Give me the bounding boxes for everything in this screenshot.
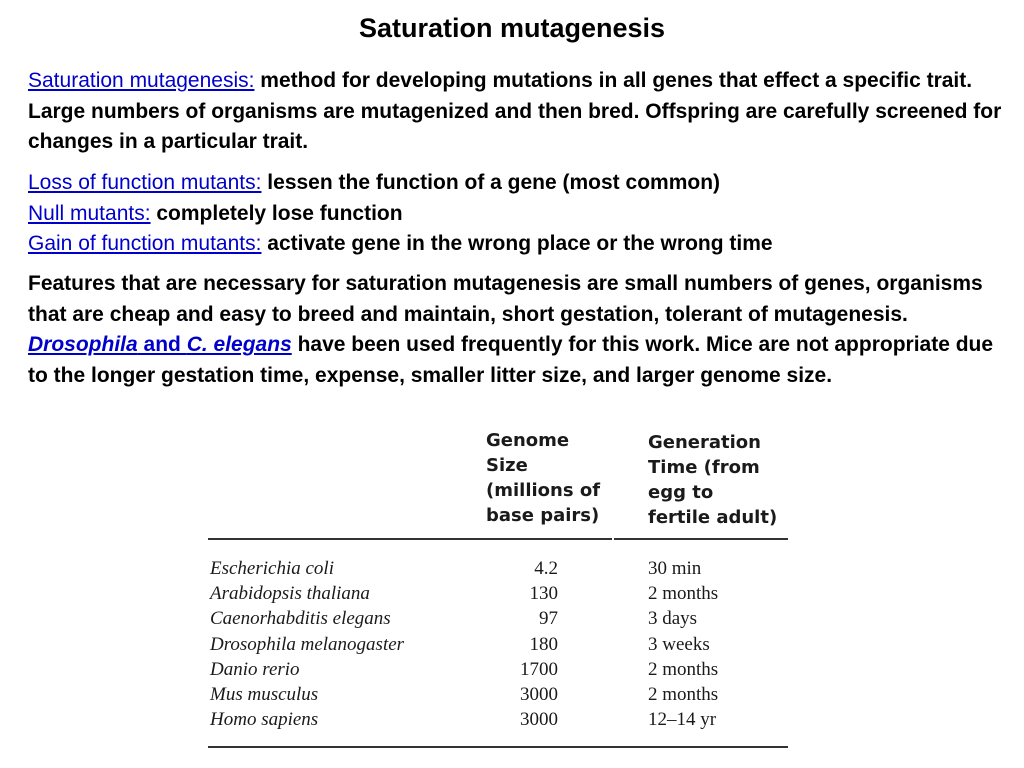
header-line: (millions of (486, 480, 601, 501)
header-genome-size (486, 428, 616, 528)
table-row (208, 632, 788, 657)
cell-species: Escherichia coli (210, 558, 334, 579)
table-bottom-rule (208, 746, 788, 748)
species-c-elegans: C. elegans (186, 333, 292, 356)
cell-species: Drosophila melanogaster (210, 633, 405, 655)
cell-genome-size: 3000 (520, 709, 558, 731)
table-row (208, 581, 788, 606)
term-gain-of-function[interactable]: Gain of function mutants: (28, 232, 262, 255)
term-saturation-mutagenesis[interactable]: Saturation mutagenesis: (28, 69, 255, 92)
mutant-type-loss (28, 168, 1003, 199)
table-top-rule (614, 538, 788, 540)
header-generation-time (648, 430, 788, 530)
slide-title: Saturation mutagenesis (358, 13, 666, 43)
term-null-mutants[interactable]: Null mutants: (28, 201, 151, 225)
term-loss-of-function[interactable]: Loss of function mutants: (28, 171, 262, 194)
header-line: base pairs) (486, 505, 600, 526)
mutant-type-null (28, 199, 1003, 230)
cell-genome-size: 3000 (520, 683, 558, 705)
cell-generation-time: 2 months (648, 658, 719, 680)
cell-species: Arabidopsis thaliana (210, 583, 370, 605)
cell-generation-time: 2 months (648, 683, 719, 705)
definition-paragraph (28, 66, 1003, 158)
table-row (208, 556, 788, 581)
cell-species: Danio rerio (210, 658, 300, 680)
cell-genome-size: 180 (529, 633, 558, 655)
header-line: fertile adult) (648, 507, 778, 528)
features-text-after: have been used frequently for this work. Mice are not appropriate due to the longer gestation time, expense, smaller litter size, and larger genome size. (28, 333, 994, 387)
header-line: Genome (486, 430, 570, 451)
organism-table (208, 428, 788, 750)
header-line: egg to (648, 482, 714, 503)
mutant-type-text: completely lose function (150, 201, 403, 225)
cell-genome-size: 1700 (520, 658, 558, 680)
header-line: Time (from (648, 457, 760, 478)
species-drosophila: Drosophila (28, 333, 138, 356)
table-body (208, 556, 788, 732)
cell-generation-time: 3 weeks (648, 633, 710, 655)
definition-text: method for developing mutations in all genes that effect a specific trait. Large numbers of organisms are mutagenized and then bred. Offspring are carefully screened for changes in a particular trait. (28, 69, 1002, 153)
header-line: Generation (648, 432, 761, 453)
mutant-types-list (28, 168, 1003, 260)
species-conjunction: and (137, 333, 187, 356)
features-text-before: Features that are necessary for saturation mutagenesis are small numbers of genes, organisms that are cheap and easy to breed and maintain, short gestation, tolerant of mutagenesis. (28, 272, 983, 326)
header-line: Size (486, 455, 528, 476)
cell-genome-size: 4.2 (534, 558, 558, 579)
cell-generation-time: 3 days (648, 608, 698, 630)
table-row (208, 707, 788, 732)
table-row (208, 657, 788, 682)
cell-species: Mus musculus (210, 683, 319, 705)
cell-genome-size: 97 (539, 608, 558, 630)
cell-generation-time: 12–14 yr (648, 709, 717, 731)
table-top-rule (208, 538, 612, 540)
mutant-type-gain (28, 229, 1003, 260)
table-row (208, 682, 788, 707)
features-paragraph (28, 269, 1003, 391)
cell-genome-size: 130 (529, 583, 558, 605)
mutant-type-text: activate gene in the wrong place or the wrong time (261, 232, 773, 255)
table-row (208, 606, 788, 631)
mutant-type-text: lessen the function of a gene (most common) (261, 171, 721, 194)
cell-species: Caenorhabditis elegans (210, 608, 391, 630)
cell-generation-time: 2 months (648, 583, 719, 605)
cell-generation-time: 30 min (648, 558, 702, 579)
cell-species: Homo sapiens (210, 709, 319, 731)
species-link-drosophila-elegans[interactable] (28, 333, 292, 356)
